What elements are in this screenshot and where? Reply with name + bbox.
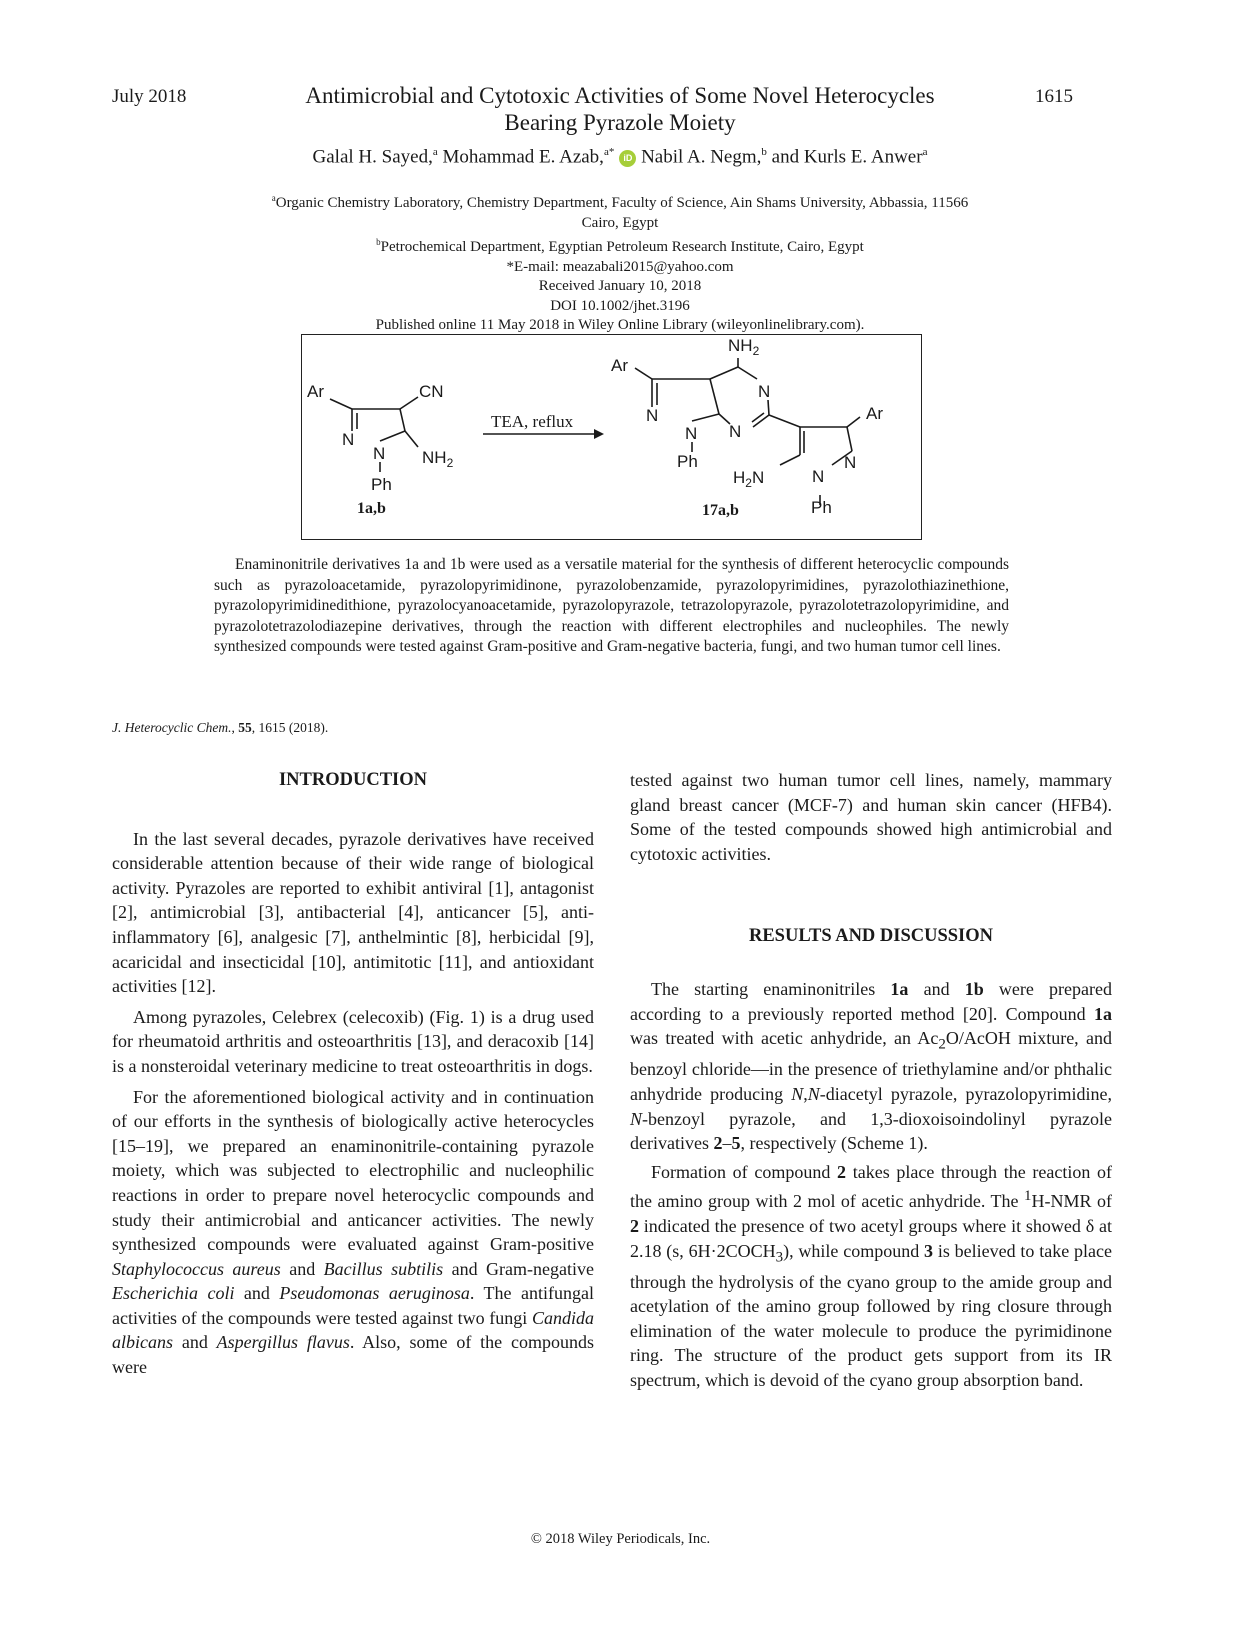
text-run: indicated the presence of two acetyl groups where it showed δ at 2.18 (s, 6H·2COCH	[630, 1215, 1112, 1261]
atom-ar: Ar	[611, 356, 628, 375]
italic-n: N	[791, 1083, 804, 1104]
author-name: Galal H. Sayed,	[312, 146, 433, 168]
received-date: Received January 10, 2018	[538, 278, 702, 294]
reaction-scheme	[301, 334, 922, 540]
affiliation-mark: a	[271, 193, 276, 203]
atom-nh2-subscript: 2	[446, 456, 454, 470]
text-run: takes place through the reaction of the amino group with 2 mol of acetic anhydride. The	[630, 1161, 1113, 1212]
text-run: -diacetyl pyrazole, pyrazolopyrimidine,	[819, 1083, 1112, 1104]
atom-cn: CN	[419, 382, 444, 401]
article-title	[200, 82, 1040, 136]
journal-name: J. Heterocyclic Chem.	[112, 720, 232, 735]
intro-paragraph-3	[112, 1085, 594, 1380]
text-run: ,	[803, 1083, 808, 1104]
running-header-page-number: 1615	[1035, 86, 1073, 107]
atom-h2n-subscript: 2	[745, 476, 752, 490]
author-list	[200, 146, 1040, 168]
text-run: The starting enaminonitriles	[651, 978, 891, 999]
journal-citation: J. Heterocyclic Chem., 55, 1615 (2018).	[112, 720, 329, 735]
text-run: O/AcOH mixture, and benzoyl chloride—in the presence of triethylamine and/or phthalic anhydride producing	[630, 1028, 1113, 1104]
atom-n: N	[844, 453, 857, 472]
text-run: , respectively (Scheme 1).	[740, 1133, 928, 1154]
author-affiliation-mark: b	[761, 146, 767, 158]
atom-n: N	[812, 467, 825, 486]
author-affiliation-mark: a*	[603, 146, 615, 158]
text-run: and Gram-negative	[443, 1258, 594, 1279]
atom-nh2	[422, 448, 454, 470]
species-name: Staphylococcus aureus	[112, 1258, 281, 1279]
atom-n: N	[373, 444, 386, 463]
species-name: Escherichia coli	[112, 1283, 235, 1304]
corresponding-email: *E-mail: meazabali2015@yahoo.com	[506, 258, 734, 275]
species-name: Aspergillus flavus	[216, 1332, 350, 1353]
text-run: was treated with acetic anhydride, an Ac	[630, 1028, 939, 1049]
atom-h2n-h: H	[733, 468, 746, 487]
atom-ph: Ph	[677, 452, 698, 471]
affiliation-a-line-1: Organic Chemistry Laboratory, Chemistry Department, Faculty of Science, Ain Shams University, Abbassia, 11566	[275, 195, 969, 211]
text-run: and	[280, 1258, 324, 1279]
results-paragraph-2	[630, 1160, 1112, 1393]
affiliation-b-text: Petrochemical Department, Egyptian Petroleum Research Institute, Cairo, Egypt	[380, 239, 864, 255]
species-name: Candida albicans	[112, 1307, 594, 1353]
section-heading-results: RESULTS AND DISCUSSION	[748, 926, 994, 947]
title-line-2: Bearing Pyrazole Moiety	[504, 110, 736, 135]
text-run: –	[722, 1133, 732, 1154]
author-affiliation-mark: a	[922, 146, 928, 158]
affiliation-mark: b	[376, 237, 381, 247]
text-run: For the aforementioned biological activity and in continuation of our efforts in the synthesis of biologically active heterocycles [15–19], we prepared an enaminonitrile-containing pyrazole moiety, which was subjected to electrophilic and nucleophilic reactions in order to prepare novel heterocyclic compounds and study their antimicrobial and anticancer activities. The newly synthesized compounds were evaluated against Gram-positive	[112, 1086, 594, 1255]
affiliation-a	[200, 189, 1040, 214]
atom-h2n-n: N	[751, 468, 765, 487]
atom-ph: Ph	[811, 498, 832, 517]
text-run: Formation of compound	[651, 1161, 838, 1182]
right-column	[630, 768, 1112, 1393]
compound-ref: 3	[924, 1240, 934, 1261]
author-name: Mohammad E. Azab,	[442, 146, 604, 168]
reaction-arrowhead	[594, 429, 604, 439]
published-online: Published online 11 May 2018 in Wiley Online Library (wileyonlinelibrary.com).	[375, 317, 865, 333]
intro-paragraph-1: In the last several decades, pyrazole derivatives have received considerable attention because of their wide range of biological activity. Pyrazoles are reported to exhibit antiviral [1], antagonist [2], antimicrobial [3], antibacterial [4], anticancer [5], anti-inflammatory [6], analgesic [7], anthelmintic [8], herbicidal [9], acaricidal and insecticidal [10], antimitotic [11], and antioxidant activities [12].	[112, 828, 594, 997]
affiliation-a-line-2: Cairo, Egypt	[581, 214, 659, 231]
atom-n: N	[646, 406, 659, 425]
left-column	[112, 768, 594, 1380]
atom-nh2-text: NH	[728, 336, 753, 355]
author-name: Nabil A. Negm,	[641, 146, 762, 168]
reaction-conditions: TEA, reflux	[491, 412, 574, 431]
compound-ref: 5	[731, 1133, 741, 1154]
atom-n: N	[685, 424, 698, 443]
affiliation-b	[200, 233, 1040, 258]
title-line-1: Antimicrobial and Cytotoxic Activities of Some Novel Heterocycles	[305, 83, 935, 108]
atom-nh2-subscript: 2	[752, 344, 760, 358]
species-name: Pseudomonas aeruginosa	[279, 1283, 470, 1304]
orcid-icon[interactable]: iD	[619, 150, 636, 167]
text-run: . Also, some of the compounds were	[112, 1332, 594, 1378]
species-name: Bacillus subtilis	[323, 1258, 444, 1279]
compound-ref: 2	[630, 1215, 639, 1236]
compound-ref: 2	[837, 1161, 847, 1182]
section-heading-introduction: INTRODUCTION	[278, 770, 428, 790]
compound-ref: 1a	[1094, 1003, 1112, 1024]
abstract: Enaminonitrile derivatives 1a and 1b were used as a versatile material for the synthesis of different heterocyclic compounds such as pyrazoloacetamide, pyrazolopyrimidinone, pyrazolobenzamide, pyrazolopyrimidines, pyrazolothiazinethione, pyrazolopyrimidinedithione, pyrazolocyanoacetamide, pyrazolopyrazole, tetrazolopyrazole, pyrazolotetrazolopyrimidine, and pyrazolotetrazolodiazepine derivatives, through the reaction with different electrophiles and nucleophiles. The newly synthesized compounds were tested against Gram-positive and Gram-negative bacteria, fungi, and two human tumor cell lines.	[214, 556, 1009, 655]
atom-n: N	[758, 382, 771, 401]
atom-nh2-text: NH	[422, 448, 447, 467]
results-paragraph-1	[630, 977, 1112, 1156]
atom-ar: Ar	[307, 382, 324, 401]
atom-nh2	[728, 336, 760, 358]
text-run: and	[908, 978, 965, 999]
intro-paragraph-2: Among pyrazoles, Celebrex (celecoxib) (Fig. 1) is a drug used for rheumatoid arthritis and osteoarthritis [13], and deracoxib [14] is a nonsteroidal veterinary medicine to treat osteoarthritis in dogs.	[112, 1006, 594, 1076]
atom-ph: Ph	[371, 475, 392, 494]
affiliations	[200, 189, 1040, 336]
intro-continuation: tested against two human tumor cell lines, namely, mammary gland breast cancer (MCF-7) and human skin cancer (HFB4). Some of the tested compounds showed high antimicrobial and cytotoxic activities.	[630, 770, 1112, 864]
compound-ref: 1a	[890, 978, 909, 999]
text-run: H-NMR of	[1031, 1191, 1112, 1212]
atom-h2n	[733, 468, 764, 490]
product-label: 17a,b	[702, 502, 739, 519]
text-run: is believed to take place through the hydrolysis of the cyano group to the amide group and acetylation of the amino group followed by ring closure through elimination of the water molecule to produce the pyrimidinone ring. The structure of the product gets support from its IR spectrum, which is devoid of the cyano group absorption band.	[630, 1240, 1112, 1391]
italic-n: N	[630, 1108, 643, 1129]
text-run: . The antifungal activities of the compounds were tested against two fungi	[112, 1283, 594, 1328]
scheme-drawing	[302, 335, 923, 541]
text-run: -benzoyl pyrazole, and 1,3-dioxoisoindolinyl pyrazole derivatives	[630, 1108, 1112, 1154]
compound-ref: 1b	[964, 978, 984, 999]
atom-n: N	[342, 430, 355, 449]
copyright-footer: © 2018 Wiley Periodicals, Inc.	[530, 1531, 711, 1547]
atom-n: N	[729, 422, 742, 441]
subscript: 2	[938, 1036, 946, 1053]
text-run: ), while compound	[783, 1240, 925, 1261]
text-run: and	[234, 1283, 280, 1304]
subscript: 3	[775, 1249, 784, 1266]
doi: DOI 10.1002/jhet.3196	[550, 297, 690, 314]
italic-n: N	[807, 1083, 820, 1104]
atom-ar: Ar	[866, 404, 883, 423]
author-affiliation-mark: a	[432, 146, 438, 158]
running-header-date: July 2018	[112, 86, 187, 107]
text-run: and	[173, 1332, 217, 1353]
author-name: and Kurls E. Anwer	[771, 146, 923, 168]
reactant-label: 1a,b	[357, 500, 386, 517]
compound-ref: 2	[713, 1133, 723, 1154]
text-run: were prepared according to a previously reported method [20]. Compound	[630, 978, 1112, 1024]
journal-volume: 55	[238, 720, 252, 735]
superscript: 1	[1024, 1188, 1032, 1205]
citation-pages-year: , 1615 (2018).	[251, 720, 329, 735]
